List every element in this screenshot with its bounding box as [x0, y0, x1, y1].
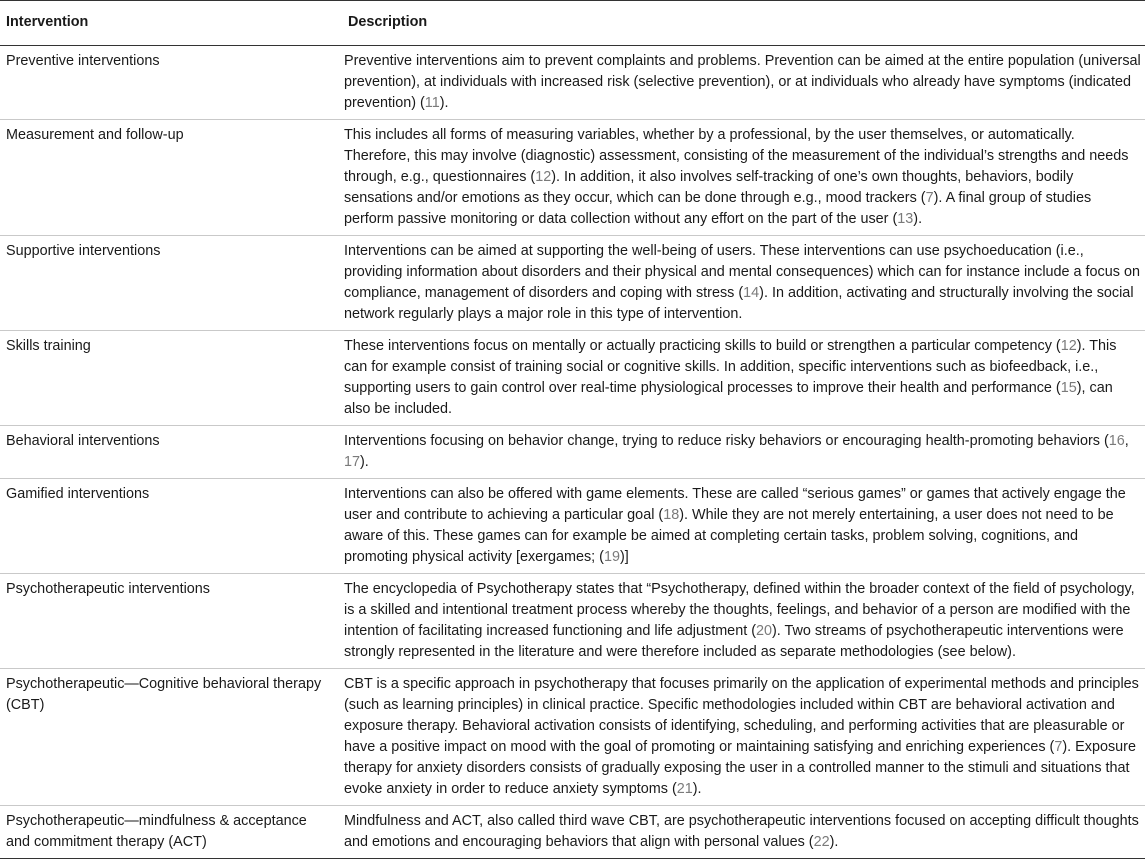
intervention-description [342, 806, 1145, 859]
description-text: ). [439, 95, 449, 111]
intervention-name: Psychotherapeutic—mindfulness & acceptance and commitment therapy (ACT) [6, 813, 307, 850]
reference-link[interactable]: 12 [1060, 338, 1077, 354]
description-text: ). [360, 454, 369, 470]
intervention-name: Preventive interventions [6, 53, 160, 69]
intervention-description [342, 46, 1145, 120]
table-row [0, 331, 1145, 426]
reference-link[interactable]: 15 [1060, 380, 1077, 396]
intervention-description [342, 331, 1145, 426]
intervention-description [342, 120, 1145, 236]
intervention-description [342, 479, 1145, 574]
reference-link[interactable]: 7 [1054, 739, 1063, 755]
description-text: This includes all forms of measuring variables, whether by a professional, by the user themselves, or automatically. Therefore, this may involve (diagnostic) assessment, consisting of the measurement of the individual’s strengths and needs through, e.g., questionnaires ( [344, 127, 1129, 185]
description-text: Interventions focusing on behavior change, trying to reduce risky behaviors or encouraging health-promoting behaviors ( [344, 433, 1109, 449]
description-text: ). In addition, it also involves self-tracking of one’s own thoughts, behaviors, bodily sensations and/or emotions as they occur, which can be done through e.g., mood trackers ( [344, 169, 1074, 206]
table-body [0, 46, 1145, 859]
header-description: Description [348, 14, 428, 30]
description-text: ). A final group of studies perform passive monitoring or data collection without any effort on the part of the user ( [344, 190, 1092, 227]
description-text: Interventions can be aimed at supporting the well-being of users. These interventions can use psychoeducation (i.e., providing information about disorders and their physical and mental consequences) which can for instance include a focus on compliance, management of disorders and coping with stress ( [344, 243, 1140, 301]
reference-link[interactable]: 17 [344, 454, 361, 470]
description-text: , [1124, 433, 1129, 449]
table-header [0, 1, 1145, 46]
intervention-name: Supportive interventions [6, 243, 161, 259]
description-text: ), can also be included. [344, 380, 1113, 417]
description-text: CBT is a specific approach in psychotherapy that focuses primarily on the application of experimental methods and principles (such as learning principles) in clinical practice. Specific methodologies included within CBT are behavioral activation and exposure therapy. Behavioral activation consists of identifying, scheduling, and performing activities that are pleasurable or have a positive impact on mood with the goal of promoting or maintaining satisfying and enriching experiences ( [344, 676, 1139, 755]
intervention-name: Measurement and follow-up [6, 127, 184, 143]
reference-link[interactable]: 7 [925, 190, 934, 206]
description-text: Preventive interventions aim to prevent complaints and problems. Prevention can be aimed at the entire population (universal prevention), at individuals with increased risk (selective prevention), or at individuals who already have symptoms (indicated prevention) ( [344, 53, 1141, 111]
reference-link[interactable]: 20 [755, 623, 772, 639]
description-text: These interventions focus on mentally or actually practicing skills to build or strengthen a particular competency ( [344, 338, 1061, 354]
description-text: ). This can for example consist of training social or cognitive skills. In addition, specific interventions such as biofeedback, i.e., supporting users to gain control over real-time physiological processes to improve their health and performance ( [344, 338, 1117, 396]
description-text: ). [913, 211, 923, 227]
description-text: ). Two streams of psychotherapeutic interventions were strongly represented in the literature and were therefore included as separate methodologies (see below). [344, 623, 1124, 660]
description-text: )] [619, 549, 629, 565]
intervention-description [342, 669, 1145, 806]
intervention-description [342, 574, 1145, 669]
description-text: ). In addition, activating and structurally involving the social network regularly plays a major role in this type of intervention. [344, 285, 1134, 322]
intervention-description [342, 426, 1145, 479]
table-row [0, 479, 1145, 574]
description-text: ). [692, 781, 702, 797]
table-row [0, 669, 1145, 806]
intervention-name: Behavioral interventions [6, 433, 160, 449]
table-row [0, 806, 1145, 859]
description-text: ). While they are not merely entertaining, a user does not need to be aware of this. These games can for example be aimed at completing certain tasks, problem solving, cognitions, and promoting physical activity [exergames; ( [344, 507, 1114, 565]
intervention-name: Gamified interventions [6, 486, 150, 502]
header-intervention: Intervention [6, 14, 89, 30]
description-text: ). [829, 834, 839, 850]
reference-link[interactable]: 12 [535, 169, 552, 185]
table-row [0, 426, 1145, 479]
table-row [0, 120, 1145, 236]
table-row [0, 46, 1145, 120]
intervention-description [342, 236, 1145, 331]
table-row [0, 236, 1145, 331]
header-row [0, 1, 1145, 46]
description-text: The encyclopedia of Psychotherapy states that “Psychotherapy, defined within the broader context of the field of psychology, is a skilled and intentional treatment process whereby the thoughts, feelings, and behavior of a person are modified with the intention of facilitating increased functioning and life adjustment ( [344, 581, 1135, 639]
table-row [0, 574, 1145, 669]
reference-link[interactable]: 13 [897, 211, 914, 227]
reference-link[interactable]: 19 [603, 549, 620, 565]
description-text: ). Exposure therapy for anxiety disorders consists of gradually exposing the user in a controlled manner to the stimuli and situations that evoke anxiety in order to reduce anxiety symptoms ( [344, 739, 1136, 797]
reference-link[interactable]: 22 [813, 834, 830, 850]
intervention-name: Psychotherapeutic interventions [6, 581, 210, 597]
description-text: Interventions can also be offered with game elements. These are called “serious games” or games that actively engage the user and contribute to achieving a particular goal ( [344, 486, 1126, 523]
reference-link[interactable]: 18 [663, 507, 680, 523]
reference-link[interactable]: 16 [1108, 433, 1125, 449]
reference-link[interactable]: 11 [424, 95, 440, 111]
description-text: Mindfulness and ACT, also called third wave CBT, are psychotherapeutic interventions focused on accepting difficult thoughts and emotions and encouraging behaviors that align with personal values ( [344, 813, 1139, 850]
intervention-name: Psychotherapeutic—Cognitive behavioral therapy (CBT) [6, 676, 322, 713]
reference-link[interactable]: 21 [676, 781, 693, 797]
intervention-name: Skills training [6, 338, 91, 354]
reference-link[interactable]: 14 [743, 285, 760, 301]
